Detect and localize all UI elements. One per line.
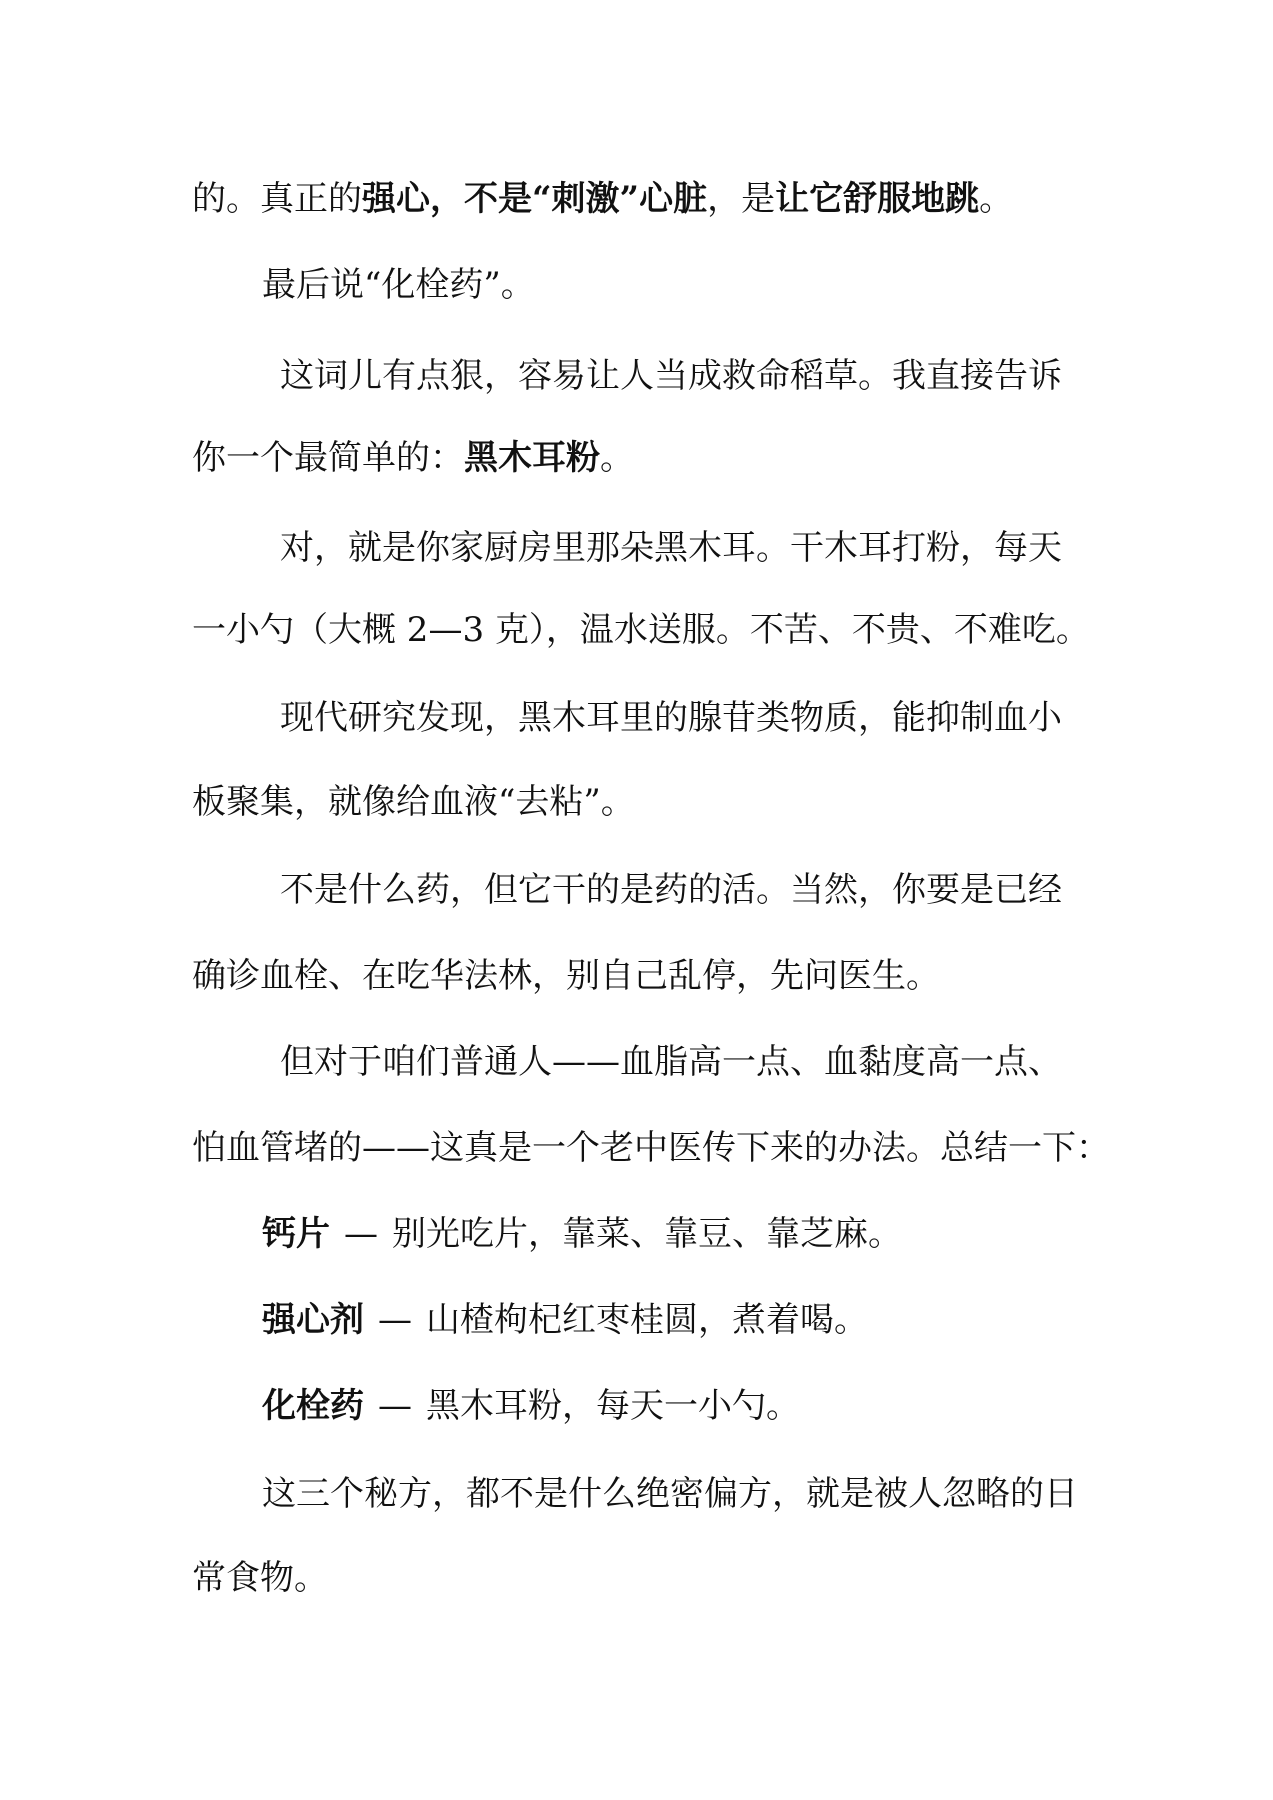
summary-term: 强心剂 (262, 1300, 364, 1340)
text-run: 确诊血栓、在吃华法林，别自己乱停，先问医生。 (192, 956, 940, 996)
paragraph-line (192, 780, 635, 824)
paragraph-line (192, 954, 940, 998)
summary-dash: — (378, 1386, 412, 1426)
text-run: 的。真正的 (192, 179, 362, 219)
text-run: 不是什么药，但它干的是药的活。当然，你要是已经 (280, 870, 1062, 910)
paragraph-line (280, 354, 1062, 398)
paragraph-line (192, 1126, 1110, 1170)
text-run: 板聚集，就像给血液“去粘”。 (192, 782, 635, 822)
bold-text-run: 黑木耳粉 (464, 438, 600, 478)
paragraph-line (192, 1556, 328, 1600)
paragraph-line (280, 1040, 1062, 1084)
text-run: 。 (600, 438, 634, 478)
text-run: 一小勺（大概 2—3 克），温水送服。不苦、不贵、不难吃。 (192, 610, 1090, 650)
summary-text: 别光吃片，靠菜、靠豆、靠芝麻。 (392, 1214, 902, 1254)
text-run: 。 (979, 179, 1014, 219)
text-run: ，是 (707, 179, 776, 219)
text-run: 最后说“化栓药”。 (262, 265, 535, 305)
paragraph-line (262, 1472, 1078, 1516)
bold-text-run: 强心，不是“刺激”心脏 (362, 179, 708, 219)
paragraph-line (280, 868, 1062, 912)
summary-item (262, 1384, 800, 1428)
paragraph-line (280, 526, 1062, 570)
summary-item (262, 1212, 902, 1256)
paragraph-line (192, 177, 1013, 221)
summary-term: 钙片 (262, 1214, 330, 1254)
text-run: 这词儿有点狠，容易让人当成救命稻草。我直接告诉 (280, 356, 1062, 396)
paragraph-line (280, 696, 1062, 740)
text-run: 但对于咱们普通人——血脂高一点、血黏度高一点、 (280, 1042, 1062, 1082)
text-run: 怕血管堵的——这真是一个老中医传下来的办法。总结一下： (192, 1128, 1110, 1168)
summary-text: 黑木耳粉，每天一小勺。 (426, 1386, 800, 1426)
paragraph-line (192, 608, 1090, 652)
summary-dash: — (344, 1214, 378, 1254)
paragraph-line (192, 436, 634, 480)
text-run: 这三个秘方，都不是什么绝密偏方，就是被人忽略的日 (262, 1474, 1078, 1514)
paragraph-line (262, 263, 535, 307)
summary-term: 化栓药 (262, 1386, 364, 1426)
summary-text: 山楂枸杞红枣桂圆，煮着喝。 (426, 1300, 868, 1340)
summary-item (262, 1298, 868, 1342)
bold-text-run: 让它舒服地跳 (775, 179, 980, 219)
text-run: 对，就是你家厨房里那朵黑木耳。干木耳打粉，每天 (280, 528, 1062, 568)
text-run: 常食物。 (192, 1558, 328, 1598)
summary-dash: — (378, 1300, 412, 1340)
text-run: 现代研究发现，黑木耳里的腺苷类物质，能抑制血小 (280, 698, 1062, 738)
text-run: 你一个最简单的： (192, 438, 464, 478)
